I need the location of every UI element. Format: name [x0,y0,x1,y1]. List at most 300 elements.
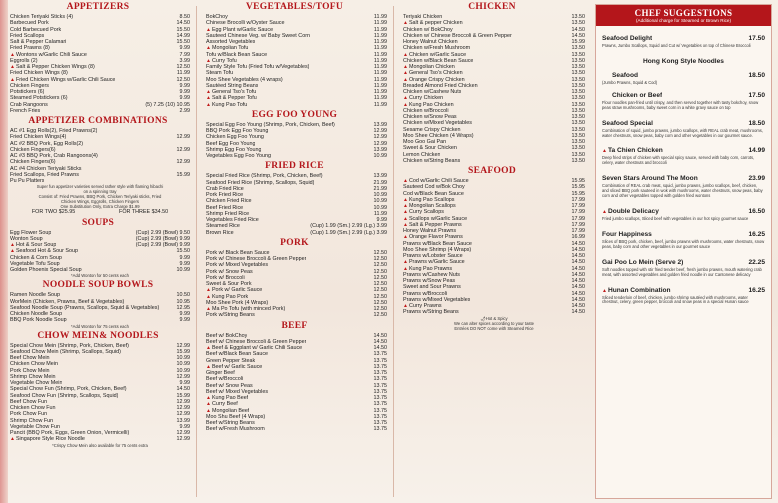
menu-note: Entrées DO NOT come with Steamed Rice [454,325,534,331]
section-items [196,122,393,160]
menu-item-price: 12.99 [176,134,190,141]
menu-column-2 [196,0,393,503]
menu-item-label: Chicken w/Cashew Nuts [403,89,462,95]
menu-item-price: 13.99 [373,173,387,180]
chef-item-label: Seafood [612,71,639,79]
menu-item-label: BBQ Pork Egg Foo Young [206,128,269,134]
menu-item-price: 13.50 [571,20,585,27]
menu-item-label: Ginger Beef [206,370,235,376]
section-items [0,230,196,279]
menu-item-label: Sweet and Sour Prawns [403,284,461,291]
menu-item-label: Beef Fried Rice [206,204,244,211]
menu-item-label: Beef w/Broccoli [206,376,244,383]
chef-item [596,58,771,66]
menu-item-label: Salt & pepper Chicken [408,20,463,27]
menu-item-name [403,309,459,315]
menu-item-label: Brown Rice [206,229,234,236]
menu-item-price: 10.99 [373,204,387,211]
menu-item-price: (Cup) 2.99 (Bowl) 9.99 [135,235,190,242]
menu-item-price: 12.50 [176,76,190,83]
menu-item-label: Prawns w/Broccoli [403,290,448,297]
menu-item-price: 12.99 [176,411,190,418]
menu-item-label: Ramen Noodle Soup [10,292,61,299]
menu-item-label: Fried Chicken Wings(4) [10,134,67,141]
chili-pepper-icon: ▲ [10,51,15,58]
menu-item-label: Seafood Chow Fun (Shrimp, Scallops, Squid) [10,392,119,399]
menu-item-price: 11.99 [373,45,387,52]
menu-item-label: Beef & Eggplant w/ Garlic Chili Sauce [211,345,303,351]
chef-item-name [602,287,671,295]
menu-item-label: Pancit (BBQ Pork, Eggs, Green Onion, Vermicelli) [10,430,130,436]
menu-item-price: 13.50 [571,14,585,20]
menu-item-label: Curry Scallops [408,209,445,216]
menu-item-price: 11.99 [373,64,387,70]
section-title: BEEF [281,320,308,331]
menu-item-price: 14.99 [176,32,190,39]
menu-item-price: 14.50 [176,20,190,27]
chef-item-description: Sliced tenderloin of beef, chicken, jumbo shrimp sautéed with mushrooms, water chestnut, celery, green pepper, broccoli and snow peas in a special Hunan sauce [602,294,749,305]
menu-item-label: Prawns w/Lobster Sauce [403,253,463,259]
menu-item-label: Beef w/ Chinese Broccoli & Green Pepper [206,338,307,345]
menu-item-price: 11.99 [373,57,387,64]
section-title: APPETIZER COMBINATIONS [28,116,168,126]
menu-item-label: Ma Po Tofu (with minced Pork) [211,306,286,312]
menu-item-label: Beef Chow Fun [10,398,48,405]
menu-item-price: 13.50 [571,151,585,158]
chili-pepper-icon: ▲ [10,242,15,248]
chili-pepper-icon: ▲ [206,407,211,414]
section-title: EGG FOO YOUNG [251,109,338,120]
menu-item-name [206,312,255,318]
menu-item-label: Chicken Egg Foo Young [206,134,264,141]
menu-item-price: 12.50 [373,249,387,256]
menu-item-price: 13.50 [571,139,585,145]
menu-item-label: Salt & Pepper Prawns [408,221,462,228]
menu-item-price: 14.50 [571,32,585,39]
menu-item-price: 11.99 [373,210,387,217]
menu-item-price: 15.50 [176,39,190,45]
menu-item-label: Chicken Noodle Soup [10,311,63,317]
menu-item-price: 13.50 [571,70,585,77]
chef-item-price: 18.50 [748,71,765,79]
menu-item-label: Pork w/ Garlic Sauce [211,287,263,294]
menu-item-price: 17.99 [571,196,585,203]
menu-item-label: Crab Rangoons [10,101,48,108]
menu-item-label: Barbecued Pork [10,20,49,27]
menu-item-price: 13.75 [373,363,387,370]
menu-item-label: Shrimp Egg Foo Young [206,146,262,153]
chef-item-row [602,58,765,66]
menu-item-price: 12.50 [373,262,387,269]
chef-item-price: 16.25 [748,230,765,238]
menu-item-label: WorMein (Chicken, Prawns, Beef & Vegetables) [10,298,125,305]
menu-item-label: Shrimp Chow Mein [10,373,56,380]
menu-item-price: 13.50 [571,101,585,108]
menu-item-price: 13.75 [373,370,387,376]
menu-item-label: Seafood Fried Rice (Shrimp, Scallops, Squid) [206,179,315,186]
menu-item-price: 13.99 [373,121,387,128]
menu-item-label: Chicken w/Garlic Sauce [408,51,467,58]
chef-item [596,208,771,222]
menu-item-price: (5) 7.25 (10) 10.95 [145,101,190,108]
menu-item-price: 12.99 [176,398,190,405]
section-items [0,292,196,328]
menu-item-price: 16.99 [571,234,585,241]
chili-pepper-icon: ▲ [403,265,408,272]
menu-column-1 [0,0,196,503]
menu-note: One Substitution Only, Extra Charge $1.99 [60,204,140,210]
menu-item-label: Teriyaki Chicken [403,14,443,20]
menu-item-price: 9.99 [179,311,190,317]
menu-item-name [403,158,460,164]
menu-item-name [10,436,85,442]
chef-item [596,147,771,166]
menu-item-price: 10.99 [373,198,387,205]
menu-item-price: 12.50 [373,287,387,294]
menu-item-label: Vegetables Egg Foo Young [206,153,272,159]
chef-item-label: Chicken or Beef [612,91,663,99]
menu-item-price: 13.50 [571,107,585,114]
chili-pepper-icon: ▲ [403,51,408,58]
menu-item-price: 10.99 [176,355,190,361]
chili-pepper-icon: ▲ [206,287,211,294]
chef-item-name [612,92,662,100]
chef-item-label: Seafood Special [602,119,653,127]
chef-item-name [602,147,663,155]
menu-item-price: 12.50 [373,312,387,319]
menu-item-price: 13.75 [373,357,387,364]
menu-item-price: 15.99 [176,392,190,399]
menu-item-price: 11.99 [373,95,387,102]
chef-item-price: 23.99 [748,175,765,183]
menu-item-label: Honey Walnut Prawns [403,228,457,234]
menu-note: We can alter spices according to your taste [454,320,534,326]
menu-item-price: 13.50 [571,82,585,89]
menu-item-name [206,153,271,159]
section-title: CHICKEN [468,2,516,12]
chili-pepper-icon: ▲ [206,57,211,64]
menu-item-label: Sautéed String Beans [206,82,259,89]
chef-item-description: Combination of REAL crab meat, squid, jumbo prawns, jumbo scallops, beef, chicken, and sliced BBQ pork sauteed in wok with mushrooms, water chestnuts, snow peas, baby corn and other vegetables topped with golden fried wontons [602,183,763,199]
menu-item-label: Fried Scallops [10,32,45,39]
menu-item-label: Chicken Fingers(6) [10,159,56,166]
menu-item-price: 14.50 [571,265,585,272]
menu-item-price: 12.50 [373,293,387,300]
platter-price: FOR THREE $34.50 [119,209,169,216]
menu-item-label: Moo Shee Shrimp (4 Wraps) [403,246,472,253]
menu-item-label: Egg Flower Soup [10,229,52,236]
menu-item-label: Chicken Fingers [10,82,49,89]
menu-item-price: 15.99 [176,171,190,178]
menu-item-label: Fried Prawns (8) [10,45,50,52]
chef-item-row [602,120,765,128]
section-title: FRIED RICE [265,161,324,172]
chili-pepper-icon: ▲ [403,64,408,70]
menu-item-label: Moo Shee Chicken (4 Wraps) [403,132,474,139]
chili-pepper-icon: ▲ [403,259,408,266]
menu-item-price: 13.50 [571,57,585,64]
menu-item-price: 17.99 [571,228,585,234]
menu-item-label: Chicken & Corn Soup [10,254,62,261]
menu-item-price: 11.99 [373,82,387,89]
section-title: CHOW MEIN& NOODLES [37,330,159,341]
chili-pepper-icon: ▲ [403,20,408,27]
chef-item-row [602,175,765,183]
menu-item [206,312,387,318]
menu-item-label: Steamed Rice [206,223,240,230]
menu-item-label: Beef Egg Foo Young [206,140,256,147]
menu-item-label: Cold Barbecued Pork [10,26,62,33]
section-items [0,343,196,448]
menu-item-label: Vegetable Chow Mein [10,380,63,386]
menu-item-price: 13.50 [571,120,585,127]
chef-item-name [612,72,638,80]
menu-item-price: 11.99 [373,76,387,83]
menu-item-price: 11.99 [373,14,387,20]
section-title: SOUPS [81,217,115,228]
menu-item-price: 14.50 [571,253,585,259]
chef-item-row [602,92,765,100]
menu-item-label: Fried Chicken Wings w/Garlic Chili Sauce [15,76,116,83]
menu-item-price: 15.95 [571,184,585,191]
menu-item-price: 13.50 [571,114,585,120]
menu-item-label: Chicken Fingers(6) [10,146,56,153]
section-title: PORK [280,237,309,248]
menu-item-price: 13.75 [373,351,387,358]
chef-item [596,287,771,306]
menu-item-label: Salt & Pepper Calamari [10,39,67,45]
menu-item-label: Cod w/Black Bean Sauce [403,190,464,197]
chef-item-price: 14.99 [748,147,765,155]
menu-item-label: Prawns w/Garlic Sauce [408,259,465,266]
chili-pepper-icon: ▲ [206,101,211,108]
menu-item-price: 14.50 [176,386,190,393]
menu-item-price: 13.75 [373,388,387,395]
menu-item-label: Chicken w/ BokChoy [403,26,453,33]
menu-item-price: 11.99 [373,101,387,108]
menu-item-label: Chicken w/Mixed Vegetables [403,120,472,127]
chili-pepper-icon: ▲ [10,64,15,70]
menu-item-label: Lemon Chicken [403,151,441,158]
menu-item-label: AC #1 Egg Rolls(2), Fried Prawns(2) [10,128,98,134]
menu-item-price: 12.99 [373,140,387,147]
menu-item [206,102,387,108]
chef-item-row [602,259,765,267]
menu-item [10,108,190,114]
chili-pepper-icon: ▲ [10,76,15,83]
menu-item-label: Beef w/ Mixed Vegetables [206,388,269,395]
menu-item-label: Vegetable Chow Fun [10,423,61,430]
menu-item-label: Beef w/Fresh Mushroom [206,426,265,433]
chili-pepper-icon: ▲ [403,70,408,77]
menu-item-label: Kung Pao Pork [211,293,249,300]
menu-item-label: Chicken w/Fresh Mushroom [403,45,471,52]
chili-pepper-icon: ▲ [403,234,408,241]
menu-item-price: 13.99 [373,146,387,153]
chili-pepper-icon: ▲ [403,209,408,216]
menu-item-label: Special Chow Fun (Shrimp, Pork, Chicken, Beef) [10,386,127,393]
menu-item-name [206,230,234,236]
menu-item-label: Green Pepper Steak [206,357,256,364]
chef-item-name [602,231,652,239]
menu-item-price: 13.50 [571,145,585,152]
chef-item-row [602,231,765,239]
menu-item-label: Seafood Hot & Sour Soup [15,248,78,255]
menu-item-label: Moo Shee Pork (4 Wraps) [206,299,269,306]
section-items [0,14,196,114]
menu-item-label: Fried Scallops, Fried Prawns [10,171,79,178]
menu-item-price: 12.50 [373,274,387,281]
menu-item-label: Chinese Brocolli w/Oyster Sauce [206,20,285,27]
chef-item-label: Hunan Combination [607,286,671,294]
chili-pepper-icon: ▲ [206,26,211,33]
menu-item-price: 7.99 [179,51,190,58]
menu-item-label: Seafood Noodle Soup (Prawns, Scallops, Squid & Vegetables) [10,304,160,311]
menu-item-label: Beef w/Black Bean Sauce [206,351,269,358]
menu-item-label: Pork Chow Mein [10,367,50,374]
menu-item-price: 13.75 [373,395,387,401]
menu-item-price: 17.99 [571,221,585,228]
chef-suggestions-column [591,0,778,503]
menu-item-label: Chicken w/ Chinese Broccoli & Green Pepper [403,32,512,39]
menu-item-name [206,102,247,108]
chef-item-label: Ta Chien Chicken [607,147,663,155]
menu-item-price: 13.75 [373,382,387,389]
menu-item-label: Scallops w/Garlic Sauce [408,215,468,222]
menu-item-label: Pork w/ Snow Peas [206,268,253,275]
menu-item-price: 12.99 [176,373,190,380]
menu-item-label: Mongolian Tofu [211,45,249,52]
menu-item-label: Pork Fried Rice [206,192,244,198]
chef-item-label: Four Happiness [602,230,652,238]
menu-item-price: 10.50 [176,292,190,299]
chef-item-name [643,58,724,66]
chef-item-price: 17.50 [748,91,765,99]
menu-item-price: 11.99 [373,89,387,95]
menu-item-label: Special Egg Foo Young (Shrimp, Pork, Chicken, Beef) [206,121,335,128]
menu-item-price: 14.50 [571,309,585,316]
chili-pepper-icon: ▲ [206,401,211,408]
menu-item-price: 12.99 [373,134,387,141]
menu-item-label: Family Style Tofu (Fried Tofu w/Vegetables) [206,64,310,70]
menu-item-price: 11.99 [373,20,387,27]
menu-item-price: 13.75 [373,426,387,433]
section-items [393,14,591,164]
chili-pepper-icon: ▲ [403,203,408,209]
menu-item-price: 14.50 [571,26,585,33]
chef-item-name [602,175,698,183]
chili-pepper-icon: ▲ [206,89,211,95]
chili-pepper-icon: ▲ [602,148,607,155]
chef-item-description: (Jumbo Prawns, Squid & Cod) [602,79,658,85]
menu-item-label: Sauteed Cod w/Bok Choy [403,184,465,191]
menu-item-price: 14.50 [571,246,585,253]
menu-item-price: 13.50 [571,51,585,58]
menu-column-3 [393,0,591,503]
menu-item-price: 12.99 [176,405,190,411]
menu-item-price: 14.50 [571,296,585,303]
menu-item-price: 12.99 [373,128,387,134]
menu-item-price: 13.50 [571,76,585,83]
menu-item-label: Egg Plant w/Garlic Sauce [211,26,274,33]
menu-item-label: Moo Shu Beef (4 Wraps) [206,413,266,420]
menu-item-label: Wonton Soup [10,235,43,242]
menu-item-price: 11.99 [373,51,387,58]
menu-item-label: Kung Pao Beef [211,395,249,401]
menu-item-price: 12.50 [176,64,190,70]
menu-item-price: 12.50 [373,268,387,275]
menu-item-price: 9.99 [179,82,190,89]
chef-item-row [602,147,765,155]
chili-pepper-icon: ▲ [602,287,607,294]
chili-pepper-icon: ▲ [206,95,211,102]
menu-item-label: Tofu w/Black Bean Sauce [206,51,268,58]
menu-item-price: 13.75 [373,407,387,414]
menu-item-price: 3.99 [179,57,190,64]
chef-item-label: Seafood Delight [602,35,653,42]
chili-pepper-icon: ▲ [206,306,211,312]
menu-item-price: 11.99 [176,70,190,77]
chef-item [596,72,771,86]
chili-pepper-icon: ▲ [206,293,211,300]
menu-item-price: 9.99 [179,380,190,386]
menu-item-label: Prawns w/Mixed Vegetables [403,296,471,303]
menu-item-price: 13.50 [571,126,585,133]
menu-item-label: Chicken Chow Mein [10,361,58,368]
menu-item-label: Prawns w/Snow Peas [403,278,456,284]
menu-item-label: Curry Tofu [211,57,237,64]
menu-item-price: 10.95 [176,298,190,305]
menu-item-label: Sweet & Sour Chicken [403,145,457,152]
chili-pepper-icon: ▲ [206,45,211,52]
chef-item-description: Flour noodles pan-fried until crispy, and then served together with tasty bokchoy, snow peas straw mushrooms, baby sweet corn in a white gravy sauce on top [602,99,759,110]
menu-item-label: Chicken w/Broccoli [403,107,449,114]
menu-item-label: Beef Chow Mein [10,355,50,361]
menu-item-price: 12.95 [176,304,190,311]
menu-item-price: 13.50 [571,132,585,139]
menu-item-label: BokChoy [206,14,228,20]
menu-item-label: Singapore Style Rice Noodle [15,436,85,443]
menu-item-price: 15.95 [571,178,585,184]
menu-item-price: 17.99 [571,203,585,209]
chili-pepper-icon: ▲ [403,76,408,83]
menu-item-label: Pu Pu Platters [10,178,45,184]
section-title: VEGETABLES/TOFU [245,2,344,12]
menu-note: on a spinning tray [83,189,117,195]
menu-item-price: 21.99 [373,179,387,186]
menu-item-price: 11.99 [373,32,387,39]
menu-note: Chicken Wings, Eggrolls, Chicken Fingers [61,199,139,205]
chili-pepper-icon: ▲ [10,436,15,443]
menu-item-label: Chicken Chow Fun [10,405,56,411]
menu-item-price: 15.99 [176,348,190,355]
menu-item-label: Sesame Crispy Chicken [403,126,461,133]
menu-item-label: Vegetables Fried Rice [206,217,259,223]
menu-item-label: Steam Tofu [206,70,234,77]
menu-item-price: 13.99 [176,417,190,424]
menu-item-price: 12.50 [373,256,387,262]
menu-item-label: Fried Chicken Wings (8) [10,70,68,77]
menu-item-label: Wontons w/Garlic Chili Sauce [15,51,87,58]
menu-item-price: 9.99 [179,423,190,430]
menu-item-price: 17.99 [571,215,585,222]
menu-item-price: 14.50 [571,278,585,284]
menu-item-label: Beef w/ BokChoy [206,332,248,339]
menu-item-price: 12.99 [176,430,190,436]
chef-item-label: Hong Kong Style Noodles [643,57,724,65]
menu-item-label: Sauteed Chinese Veg. w/ Baby Sweet Corn [206,32,310,39]
chef-item-row [602,72,765,80]
